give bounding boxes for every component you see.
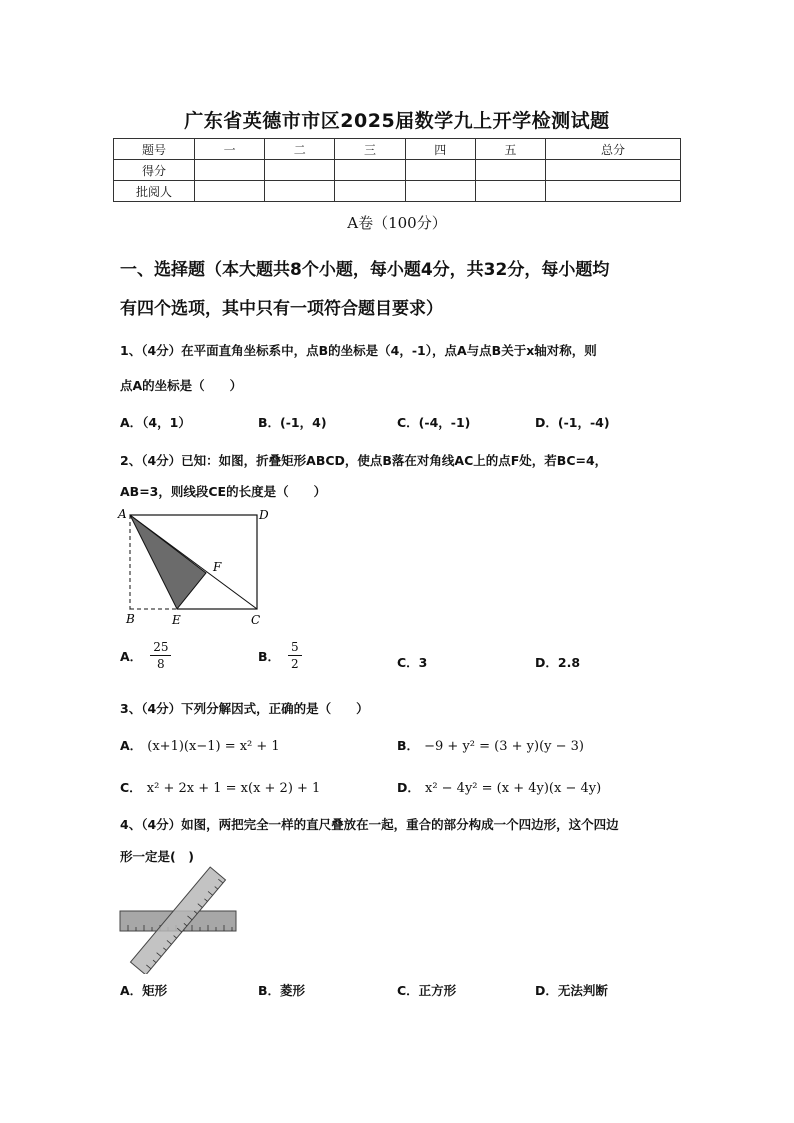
q2-option-a[interactable] <box>120 640 171 671</box>
numerator: 5 <box>288 640 302 656</box>
label-b: B <box>126 612 135 626</box>
q2-option-b[interactable] <box>258 640 302 671</box>
q2-option-c[interactable]: C．3 <box>397 655 428 670</box>
q1-stem-line2: 点A的坐标是（ ） <box>120 378 243 393</box>
table-cell: 批阅人 <box>114 181 195 202</box>
q2-rectangle-figure <box>114 503 274 628</box>
numerator: 25 <box>150 640 171 656</box>
option-label: B． <box>397 738 420 753</box>
fraction <box>288 640 302 671</box>
score-cell[interactable] <box>546 181 681 202</box>
score-cell[interactable] <box>265 181 335 202</box>
denominator: 8 <box>157 657 165 671</box>
q4-stem-line1: 4、（4分）如图，两把完全一样的直尺叠放在一起，重合的部分构成一个四边形，这个四边 <box>120 817 619 832</box>
table-cell: 一 <box>195 139 265 160</box>
q1-stem-line1: 1、（4分）在平面直角坐标系中，点B的坐标是（4，-1），点A与点B关于x轴对称，则 <box>120 343 597 358</box>
table-cell: 五 <box>475 139 545 160</box>
paper-subtitle: A卷（100分） <box>347 214 447 232</box>
q2-stem-line2: AB=3，则线段CE的长度是（ ） <box>120 484 327 499</box>
q2-stem-line1: 2、（4分）已知：如图，折叠矩形ABCD，使点B落在对角线AC上的点F处，若BC=4， <box>120 453 608 468</box>
label-f: F <box>213 560 222 574</box>
score-cell[interactable] <box>195 160 265 181</box>
option-expression: x² − 4y² = (x + 4y)(x − 4y) <box>424 781 602 796</box>
option-label: A． <box>120 738 143 753</box>
table-row <box>114 160 681 181</box>
option-label: C． <box>120 780 142 795</box>
q3-option-a[interactable] <box>120 735 280 754</box>
score-cell[interactable] <box>195 181 265 202</box>
q1-option-b[interactable]: B．(-1，4) <box>258 415 327 430</box>
score-table-header-row <box>114 139 681 160</box>
table-cell: 题号 <box>114 139 195 160</box>
label-d: D <box>259 508 269 522</box>
option-label: B． <box>258 648 281 664</box>
option-expression: x² + 2x + 1 = x(x + 2) + 1 <box>146 781 321 796</box>
q2-option-d[interactable]: D．2.8 <box>535 655 581 670</box>
score-cell[interactable] <box>546 160 681 181</box>
label-c: C <box>251 613 261 627</box>
page-title: 广东省英德市市区2025届数学九上开学检测试题 <box>184 110 610 132</box>
score-table <box>113 138 681 202</box>
table-cell: 二 <box>265 139 335 160</box>
table-cell: 四 <box>405 139 475 160</box>
score-cell[interactable] <box>335 181 405 202</box>
q1-option-c[interactable]: C．(-4，-1) <box>397 415 471 430</box>
score-cell[interactable] <box>475 181 545 202</box>
folded-triangle <box>130 515 206 609</box>
table-cell: 三 <box>335 139 405 160</box>
q3-option-d[interactable] <box>397 777 601 796</box>
q4-stem-line2: 形一定是( ) <box>120 849 194 864</box>
score-cell[interactable] <box>265 160 335 181</box>
q4-option-b[interactable]: B．菱形 <box>258 983 306 998</box>
label-e: E <box>172 613 181 627</box>
fraction <box>150 640 171 671</box>
denominator: 2 <box>291 657 299 671</box>
q3-option-c[interactable] <box>120 777 320 796</box>
section-heading-line1: 一、选择题（本大题共8个小题，每小题4分，共32分，每小题均 <box>120 260 610 280</box>
q1-option-a[interactable]: A．（4，1） <box>120 415 191 430</box>
score-cell[interactable] <box>335 160 405 181</box>
table-cell: 总分 <box>546 139 681 160</box>
option-label: A． <box>120 648 143 664</box>
q4-option-a[interactable]: A．矩形 <box>120 983 168 998</box>
option-expression: (x+1)(x−1) = x² + 1 <box>147 739 280 754</box>
option-label: D． <box>397 780 420 795</box>
table-row <box>114 181 681 202</box>
score-cell[interactable] <box>405 160 475 181</box>
q1-option-d[interactable]: D．(-1，-4) <box>535 415 610 430</box>
q4-option-d[interactable]: D．无法判断 <box>535 983 608 998</box>
section-heading-line2: 有四个选项，其中只有一项符合题目要求） <box>120 299 443 319</box>
q4-rulers-figure <box>118 864 242 974</box>
label-a: A <box>118 507 127 521</box>
option-expression: −9 + y² = (3 + y)(y − 3) <box>424 739 584 754</box>
q3-option-b[interactable] <box>397 735 584 754</box>
q4-option-c[interactable]: C．正方形 <box>397 983 457 998</box>
table-cell: 得分 <box>114 160 195 181</box>
score-cell[interactable] <box>475 160 545 181</box>
score-cell[interactable] <box>405 181 475 202</box>
q3-stem: 3、（4分）下列分解因式，正确的是（ ） <box>120 701 369 716</box>
